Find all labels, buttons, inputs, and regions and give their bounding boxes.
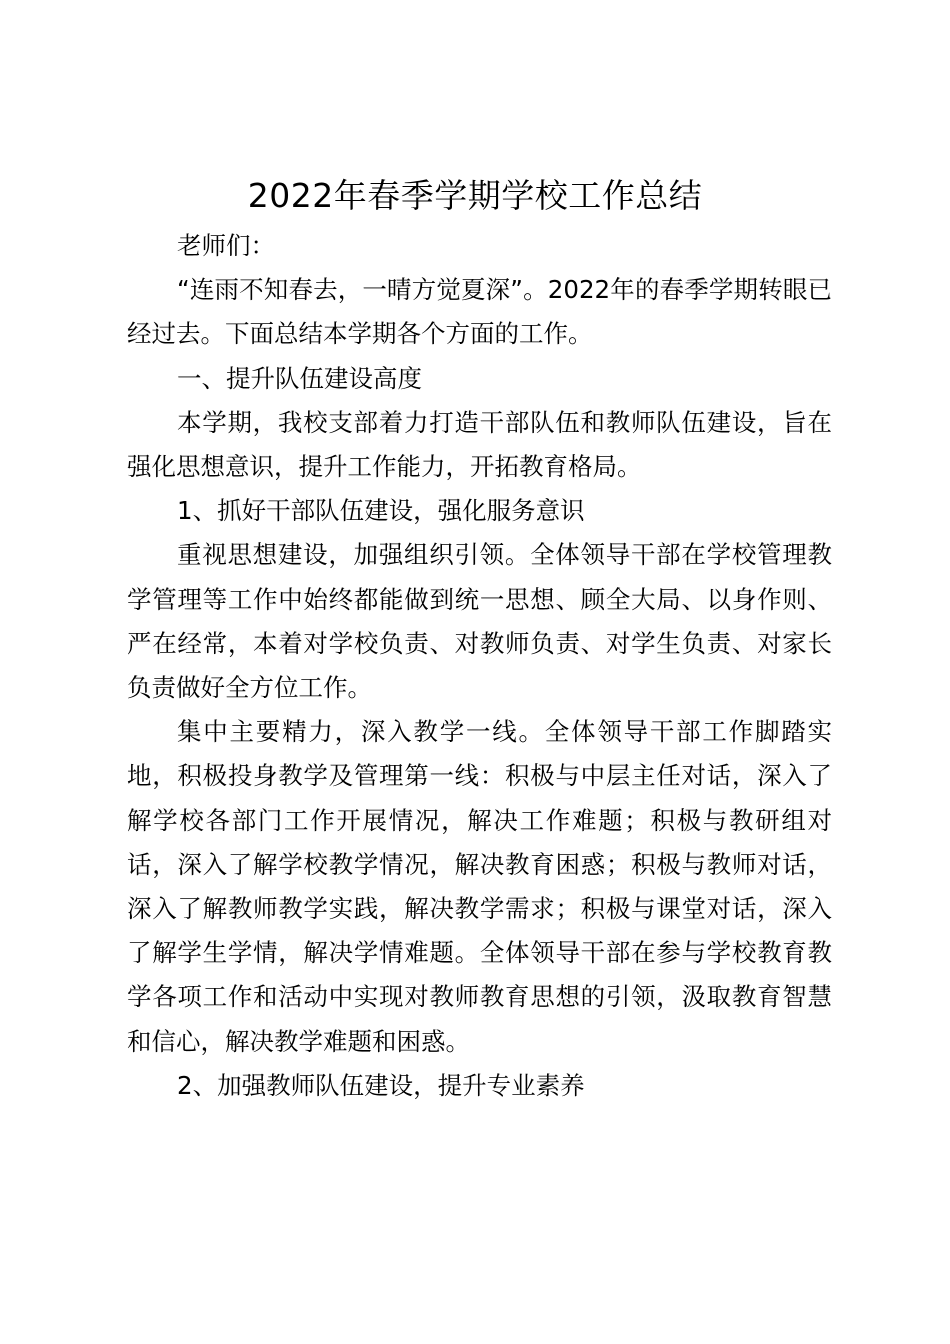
subsection-1-paragraph-1: 重视思想建设，加强组织引领。全体领导干部在学校管理教学管理等工作中始终都能做到统一思想、顾全大局、以身作则、严在经常，本着对学校负责、对教师负责、对学生负责、对家长负责做好全方位工作。 [127, 540, 832, 703]
document-body [127, 224, 832, 1108]
document-title: 2022年春季学期学校工作总结 [247, 176, 703, 215]
section-heading-1: 一、提升队伍建设高度 [177, 363, 422, 393]
intro-paragraph: “连雨不知春去，一晴方觉夏深”。2022年的春季学期转眼已经过去。下面总结本学期各个方面的工作。 [127, 275, 832, 349]
subsection-heading-2: 2、加强教师队伍建设，提升专业素养 [177, 1070, 585, 1100]
subsection-heading-1: 1、抓好干部队伍建设，强化服务意识 [177, 496, 585, 526]
salutation: 老师们： [177, 231, 275, 260]
subsection-1-paragraph-2: 集中主要精力，深入教学一线。全体领导干部工作脚踏实地，积极投身教学及管理第一线：积极与中层主任对话，深入了解学校各部门工作开展情况，解决工作难题；积极与教研组对话，深入了解学校教学情况，解决教育困惑；积极与教师对话，深入了解教师教学实践，解决教学需求；积极与课堂对话，深入了解学生学情，解决学情难题。全体领导干部在参与学校教育教学各项工作和活动中实现对教师教育思想的引领，汲取教育智慧和信心，解决教学难题和困惑。 [127, 717, 832, 1056]
section-1-paragraph: 本学期，我校支部着力打造干部队伍和教师队伍建设，旨在强化思想意识，提升工作能力，开拓教育格局。 [127, 407, 832, 482]
